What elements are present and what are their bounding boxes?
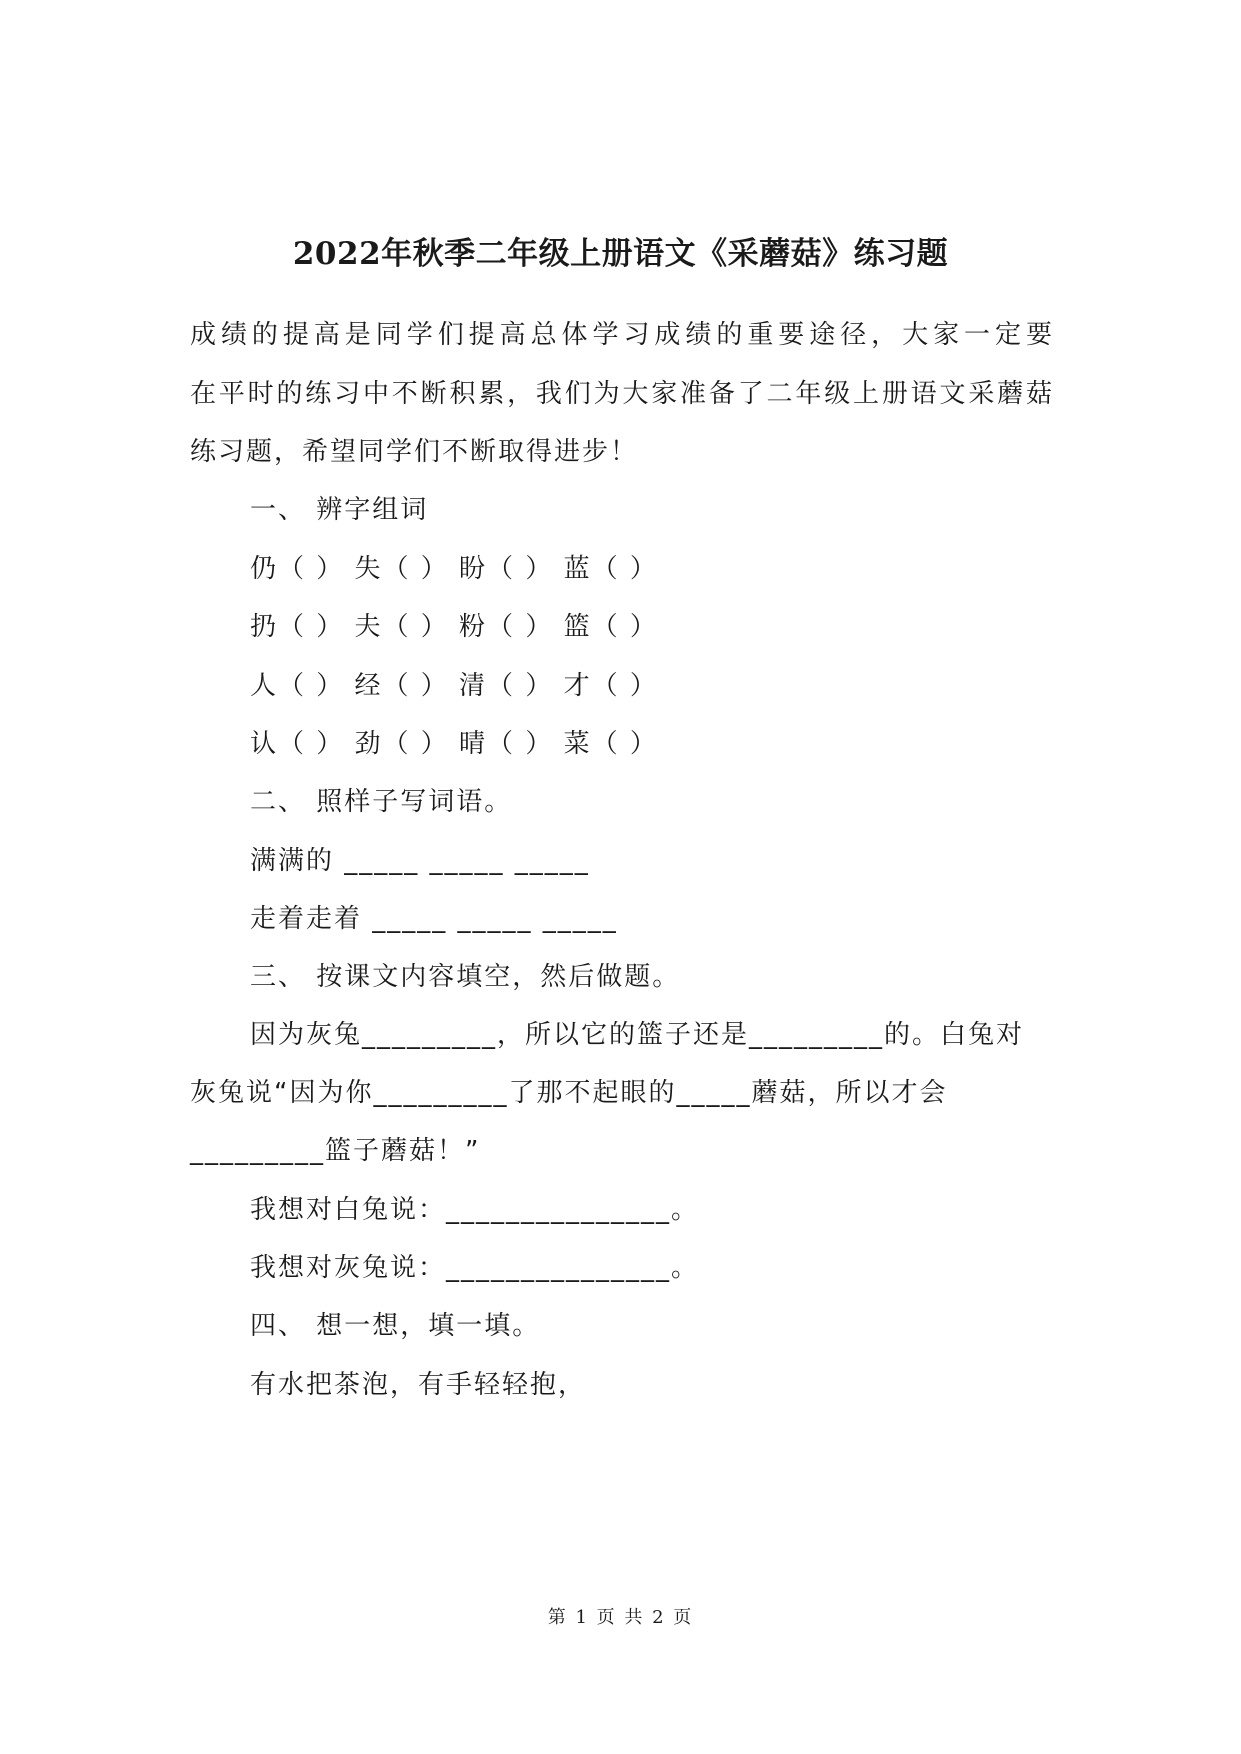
intro-line-2: 在平时的练习中不断积累，我们为大家准备了二年级上册语文采蘑菇 bbox=[190, 379, 1052, 409]
intro-line-3: 练习题，希望同学们不断取得进步！ bbox=[190, 437, 639, 467]
section-2-row-1: 满满的 _____ _____ _____ bbox=[250, 846, 590, 876]
section-3-paragraph-line-2: 灰兔说“因为你_________了那不起眼的_____蘑菇，所以才会 bbox=[190, 1078, 948, 1108]
section-3-prompt-1: 我想对白兔说：_______________。 bbox=[250, 1195, 700, 1225]
section-1-row-3: 人（ ） 经（ ） 清（ ） 才（ ） bbox=[250, 671, 658, 701]
document-title: 2022年秋季二年级上册语文《采蘑菇》练习题 bbox=[292, 236, 949, 272]
section-1-heading: 一、 辨字组词 bbox=[250, 495, 429, 525]
section-1-row-2: 扔（ ） 夫（ ） 粉（ ） 篮（ ） bbox=[250, 612, 658, 642]
section-3-prompt-2: 我想对灰兔说：_______________。 bbox=[250, 1253, 700, 1283]
section-4-line-1: 有水把茶泡，有手轻轻抱， bbox=[250, 1370, 587, 1400]
section-1-row-4: 认（ ） 劲（ ） 晴（ ） 菜（ ） bbox=[250, 729, 658, 759]
section-1-row-1: 仍（ ） 失（ ） 盼（ ） 蓝（ ） bbox=[250, 554, 658, 584]
section-3-paragraph-line-3: _________篮子蘑菇！” bbox=[190, 1136, 481, 1166]
section-3-paragraph-line-1: 因为灰兔_________，所以它的篮子还是_________的。白兔对 bbox=[250, 1020, 1025, 1050]
section-4-heading: 四、 想一想，填一填。 bbox=[250, 1311, 541, 1341]
intro-line-1: 成绩的提高是同学们提高总体学习成绩的重要途径，大家一定要 bbox=[190, 320, 1052, 350]
section-3-heading: 三、 按课文内容填空，然后做题。 bbox=[250, 962, 681, 992]
page-footer: 第 1 页 共 2 页 bbox=[547, 1607, 694, 1628]
section-2-row-2: 走着走着 _____ _____ _____ bbox=[250, 904, 618, 934]
section-2-heading: 二、 照样子写词语。 bbox=[250, 787, 513, 817]
